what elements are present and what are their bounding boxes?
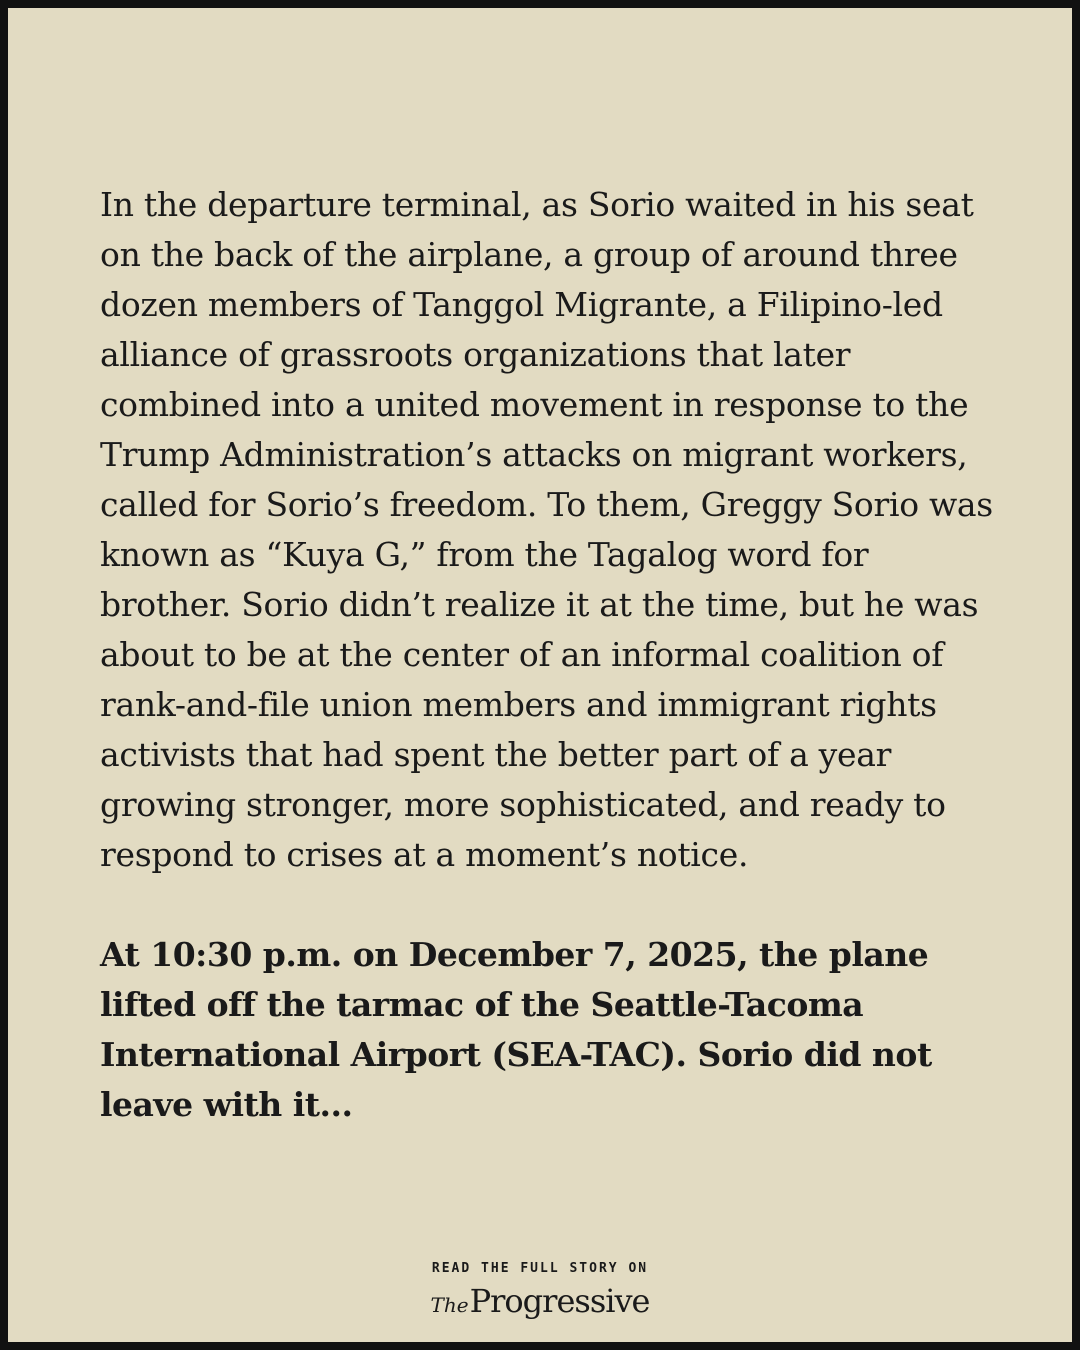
logo-the-text: The (430, 1293, 469, 1317)
logo-progressive-text: Progressive (469, 1282, 650, 1320)
footer (8, 1261, 1072, 1320)
article-excerpt (100, 180, 1000, 1130)
article-paragraph-1: In the departure terminal, as Sorio waited in his seat on the back of the airplane, a group of around three dozen members of Tanggol Migrante, a Filipino-led alliance of grassroots organizations that later combined into a united movement in response to the Trump Administration’s attacks on migrant workers, called for Sorio’s freedom. To them, Greggy Sorio was known as “Kuya G,” from the Tagalog word for brother. Sorio didn’t realize it at the time, but he was about to be at the center of an informal coalition of rank-and-file union members and immigrant rights activists that had spent the better part of a year growing stronger, more sophisticated, and ready to respond to crises at a moment’s notice. (100, 185, 993, 874)
read-full-story-label: READ THE FULL STORY ON (431, 1261, 649, 1276)
the-progressive-logo[interactable] (431, 1282, 650, 1320)
article-paragraph-2: At 10:30 p.m. on December 7, 2025, the plane lifted off the tarmac of the Seattle-Tacoma International Airport (SEA-TAC). Sorio did not leave with it... (100, 935, 932, 1124)
